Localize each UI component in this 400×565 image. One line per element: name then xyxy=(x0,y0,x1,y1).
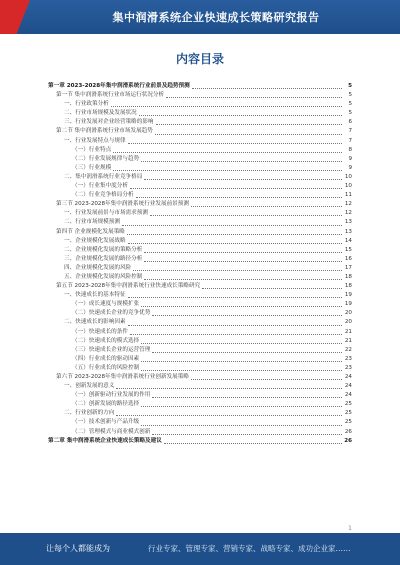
toc-leader-dots xyxy=(141,306,342,307)
toc-entry-text: （一）创新驱动行业发展的作用 xyxy=(72,392,151,399)
toc-entry-text: 一、行业发展前景与市场需求预测 xyxy=(64,210,148,217)
toc-entry[interactable] xyxy=(48,282,352,291)
toc-leader-dots xyxy=(152,352,342,353)
toc-leader-dots xyxy=(116,388,342,389)
toc-entry-text: 三、企业规模化发展的路径分析 xyxy=(64,255,143,262)
report-title: 集中润滑系统企业快速成长策略研究报告 xyxy=(112,11,320,24)
toc-entry-text: 五、企业规模化发展的风险控制 xyxy=(64,273,143,280)
toc-page-number: 11 xyxy=(344,192,352,199)
toc-entry-text: 一、创新发展的意义 xyxy=(64,383,115,390)
toc-entry-text: （一）行业特点 xyxy=(72,146,112,153)
toc-entry[interactable] xyxy=(48,337,352,346)
footer-tagline: 行业专家、管理专家、营销专家、战略专家、成功企业家…… xyxy=(148,544,351,553)
toc-entry[interactable] xyxy=(48,346,352,355)
toc-entry-text: 第四节 企业规模化发展策略 xyxy=(56,228,125,235)
toc-entry[interactable] xyxy=(48,137,352,146)
toc-page-number: 23 xyxy=(344,355,352,362)
toc-leader-dots xyxy=(144,261,342,262)
toc-page-number: 9 xyxy=(348,155,352,162)
toc-entry[interactable] xyxy=(48,155,352,164)
toc-entry[interactable] xyxy=(48,400,352,409)
toc-entry-text: （一）快速成长的条件 xyxy=(72,328,128,335)
toc-entry[interactable] xyxy=(48,328,352,337)
toc-entry[interactable] xyxy=(48,364,352,373)
toc-leader-dots xyxy=(130,188,342,189)
toc-page-number: 22 xyxy=(344,346,352,353)
toc-leader-dots xyxy=(144,252,342,253)
toc-page-number: 8 xyxy=(348,146,352,153)
toc-page-number: 5 xyxy=(348,110,352,117)
footer-slogan: 让每个人都能成为 xyxy=(46,544,110,553)
toc-page-number: 7 xyxy=(348,137,352,144)
toc-entry[interactable] xyxy=(48,118,352,127)
toc-entry-text: 一、行业发展特点与规律 xyxy=(64,137,126,144)
toc-page-number: 25 xyxy=(344,419,352,426)
toc-leader-dots xyxy=(139,115,342,116)
toc-page-number: 20 xyxy=(344,319,352,326)
toc-entry[interactable] xyxy=(48,237,352,246)
toc-entry-text: （一）行业集中度分析 xyxy=(72,183,128,190)
toc-entry[interactable] xyxy=(48,391,352,400)
toc-entry-text: （五）行业成长的风险控制 xyxy=(72,364,140,371)
toc-entry-text: （二）快速成长的模式选择 xyxy=(72,337,140,344)
toc-leader-dots xyxy=(113,170,342,171)
toc-page-number: 12 xyxy=(344,201,352,208)
toc-page-number: 15 xyxy=(344,246,352,253)
toc-leader-dots xyxy=(128,325,342,326)
toc-entry[interactable] xyxy=(48,409,352,418)
toc-entry-text: 二、行业市场规模及发展状况 xyxy=(64,110,137,117)
toc-leader-dots xyxy=(127,234,342,235)
toc-entry[interactable] xyxy=(48,164,352,173)
toc-leader-dots xyxy=(116,415,342,416)
toc-leader-dots xyxy=(128,243,342,244)
toc-page-number: 24 xyxy=(344,374,352,380)
toc-page-number: 24 xyxy=(344,383,352,390)
toc-entry[interactable] xyxy=(48,91,352,100)
toc-entry[interactable] xyxy=(48,418,352,427)
report-header xyxy=(0,0,400,34)
toc-entry[interactable] xyxy=(48,300,352,309)
toc-entry-text: 二、行业市场规模预测 xyxy=(64,219,120,226)
toc-entry-text: （一）技术创新与产品升级 xyxy=(72,419,140,426)
toc-entry[interactable] xyxy=(48,437,352,446)
toc-entry[interactable] xyxy=(48,200,352,209)
toc-leader-dots xyxy=(113,152,342,153)
toc-entry-text: 二、快速成长的影响因素 xyxy=(64,319,126,326)
toc-entry[interactable] xyxy=(48,82,352,91)
toc-entry[interactable] xyxy=(48,309,352,318)
toc-leader-dots xyxy=(152,315,342,316)
toc-entry-text: 二、企业规模化发展的策略分析 xyxy=(64,246,143,253)
toc-leader-dots xyxy=(141,161,342,162)
toc-page-number: 10 xyxy=(344,173,352,180)
toc-leader-dots xyxy=(141,425,342,426)
toc-entry-text: 一、行业政策分析 xyxy=(64,101,109,108)
toc-entry-text: 一、企业规模化发展战略 xyxy=(64,237,126,244)
toc-leader-dots xyxy=(141,343,342,344)
toc-leader-dots xyxy=(144,279,342,280)
toc-entry-text: （三）行业规模 xyxy=(72,164,112,171)
toc-leader-dots xyxy=(192,88,342,89)
toc-leader-dots xyxy=(141,406,342,407)
toc-leader-dots xyxy=(133,270,342,271)
toc-page-number: 9 xyxy=(348,164,352,171)
toc-entry-text: （二）创新发展的路径选择 xyxy=(72,401,140,408)
toc-entry[interactable] xyxy=(48,382,352,391)
toc-entry-text: 第二节 集中润滑系统行业市场发展趋势 xyxy=(56,128,153,135)
toc-page-number: 26 xyxy=(344,437,352,444)
toc-entry[interactable] xyxy=(48,173,352,182)
toc-leader-dots xyxy=(152,397,342,398)
toc-leader-dots xyxy=(152,434,342,435)
toc-leader-dots xyxy=(191,206,342,207)
toc-leader-dots xyxy=(141,370,342,371)
toc-leader-dots xyxy=(202,288,342,289)
toc-entry-text: 四、企业规模化发展的风险 xyxy=(64,264,132,271)
toc-leader-dots xyxy=(128,143,342,144)
toc-entry-text: （二）行业发展规律与趋势 xyxy=(72,155,140,162)
toc-entry-text: 一、快速成长的基本特征 xyxy=(64,292,126,299)
toc-entry[interactable] xyxy=(48,355,352,364)
toc-entry[interactable] xyxy=(48,182,352,191)
toc-entry-text: 第六节 2023-2028年集中润滑系统行业创新发展策略 xyxy=(56,374,189,380)
toc-entry[interactable] xyxy=(48,109,352,118)
toc-page-number: 17 xyxy=(344,264,352,271)
toc-entry[interactable] xyxy=(48,373,352,382)
toc-leader-dots xyxy=(122,225,342,226)
toc-leader-dots xyxy=(130,334,342,335)
toc-page-number: 13 xyxy=(344,228,352,235)
toc-entry-text: 第二章 集中润滑系统企业快速成长策略及建议 xyxy=(48,437,162,444)
toc-leader-dots xyxy=(144,179,342,180)
toc-entry-text: 第一章 2023-2028年集中润滑系统行业前景及趋势预测 xyxy=(48,83,190,89)
toc-entry[interactable] xyxy=(48,255,352,264)
toc-page-number: 13 xyxy=(344,219,352,226)
toc-entry[interactable] xyxy=(48,218,352,227)
toc-page-number: 21 xyxy=(344,337,352,344)
toc-page-number: 20 xyxy=(344,310,352,317)
toc-entry[interactable] xyxy=(48,246,352,255)
toc-entry-text: （四）行业成长的驱动因素 xyxy=(72,355,140,362)
toc-page-number: 24 xyxy=(344,392,352,399)
toc-entry-text: 第五节 2023-2028年集中润滑系统行业快速成长策略研究 xyxy=(56,283,201,290)
toc-leader-dots xyxy=(150,215,342,216)
toc-entry-text: 第三节 2023-2028年集中润滑系统行业发展前景预测 xyxy=(56,201,189,208)
toc-entry-text: （二）行业竞争格局分析 xyxy=(72,192,134,199)
toc-page-number: 26 xyxy=(344,428,352,435)
toc-heading: 内容目录 xyxy=(175,52,224,66)
toc-leader-dots xyxy=(128,297,342,298)
toc-leader-dots xyxy=(141,361,342,362)
toc-page-number: 25 xyxy=(344,410,352,417)
toc-entry[interactable] xyxy=(48,100,352,109)
toc-page-number: 14 xyxy=(344,237,352,244)
toc-entry[interactable] xyxy=(48,191,352,200)
toc-entry[interactable] xyxy=(48,264,352,273)
toc-leader-dots xyxy=(164,443,342,444)
toc-entry[interactable] xyxy=(48,318,352,327)
toc-page-number: 19 xyxy=(344,301,352,308)
toc-page-number: 25 xyxy=(344,401,352,408)
toc-page-number: 23 xyxy=(344,364,352,371)
toc-entry[interactable] xyxy=(48,146,352,155)
table-of-contents xyxy=(48,82,352,446)
toc-page-number: 10 xyxy=(344,183,352,190)
toc-entry-text: （二）快速成长企业的竞争优势 xyxy=(72,310,151,317)
toc-leader-dots xyxy=(166,97,342,98)
toc-leader-dots xyxy=(191,379,342,380)
page-number: 1 xyxy=(348,525,352,532)
toc-entry-text: 二、行业创新的方向 xyxy=(64,410,115,417)
toc-leader-dots xyxy=(155,134,342,135)
toc-entry[interactable] xyxy=(48,273,352,282)
toc-entry[interactable] xyxy=(48,291,352,300)
toc-entry[interactable] xyxy=(48,228,352,237)
toc-entry[interactable] xyxy=(48,209,352,218)
toc-leader-dots xyxy=(136,197,342,198)
toc-entry-text: 第一节 集中润滑系统行业市场运行状况分析 xyxy=(56,92,165,99)
toc-page-number: 6 xyxy=(348,119,352,126)
toc-entry[interactable] xyxy=(48,428,352,437)
toc-entry-text: （二）管理模式与商业模式创新 xyxy=(72,428,151,435)
toc-page-number: 7 xyxy=(348,128,352,135)
header-red-accent xyxy=(0,0,30,34)
toc-page-number: 19 xyxy=(344,292,352,299)
toc-page-number: 18 xyxy=(344,273,352,280)
toc-entry-text: 三、行业发展对企业经营策略的影响 xyxy=(64,119,154,126)
toc-entry-text: （三）快速成长企业的运营管理 xyxy=(72,346,151,353)
toc-page-number: 21 xyxy=(344,328,352,335)
toc-page-number: 18 xyxy=(344,283,352,290)
toc-leader-dots xyxy=(111,106,342,107)
toc-leader-dots xyxy=(156,124,342,125)
toc-page-number: 16 xyxy=(344,255,352,262)
toc-entry-text: 二、集中润滑系统行业竞争格局 xyxy=(64,173,143,180)
toc-entry[interactable] xyxy=(48,127,352,136)
toc-page-number: 5 xyxy=(348,92,352,99)
report-footer xyxy=(0,533,400,565)
toc-page-number: 5 xyxy=(348,83,352,89)
toc-page-number: 5 xyxy=(348,101,352,108)
toc-page-number: 12 xyxy=(344,210,352,217)
toc-entry-text: （一）成长速度与规模扩张 xyxy=(72,301,140,308)
